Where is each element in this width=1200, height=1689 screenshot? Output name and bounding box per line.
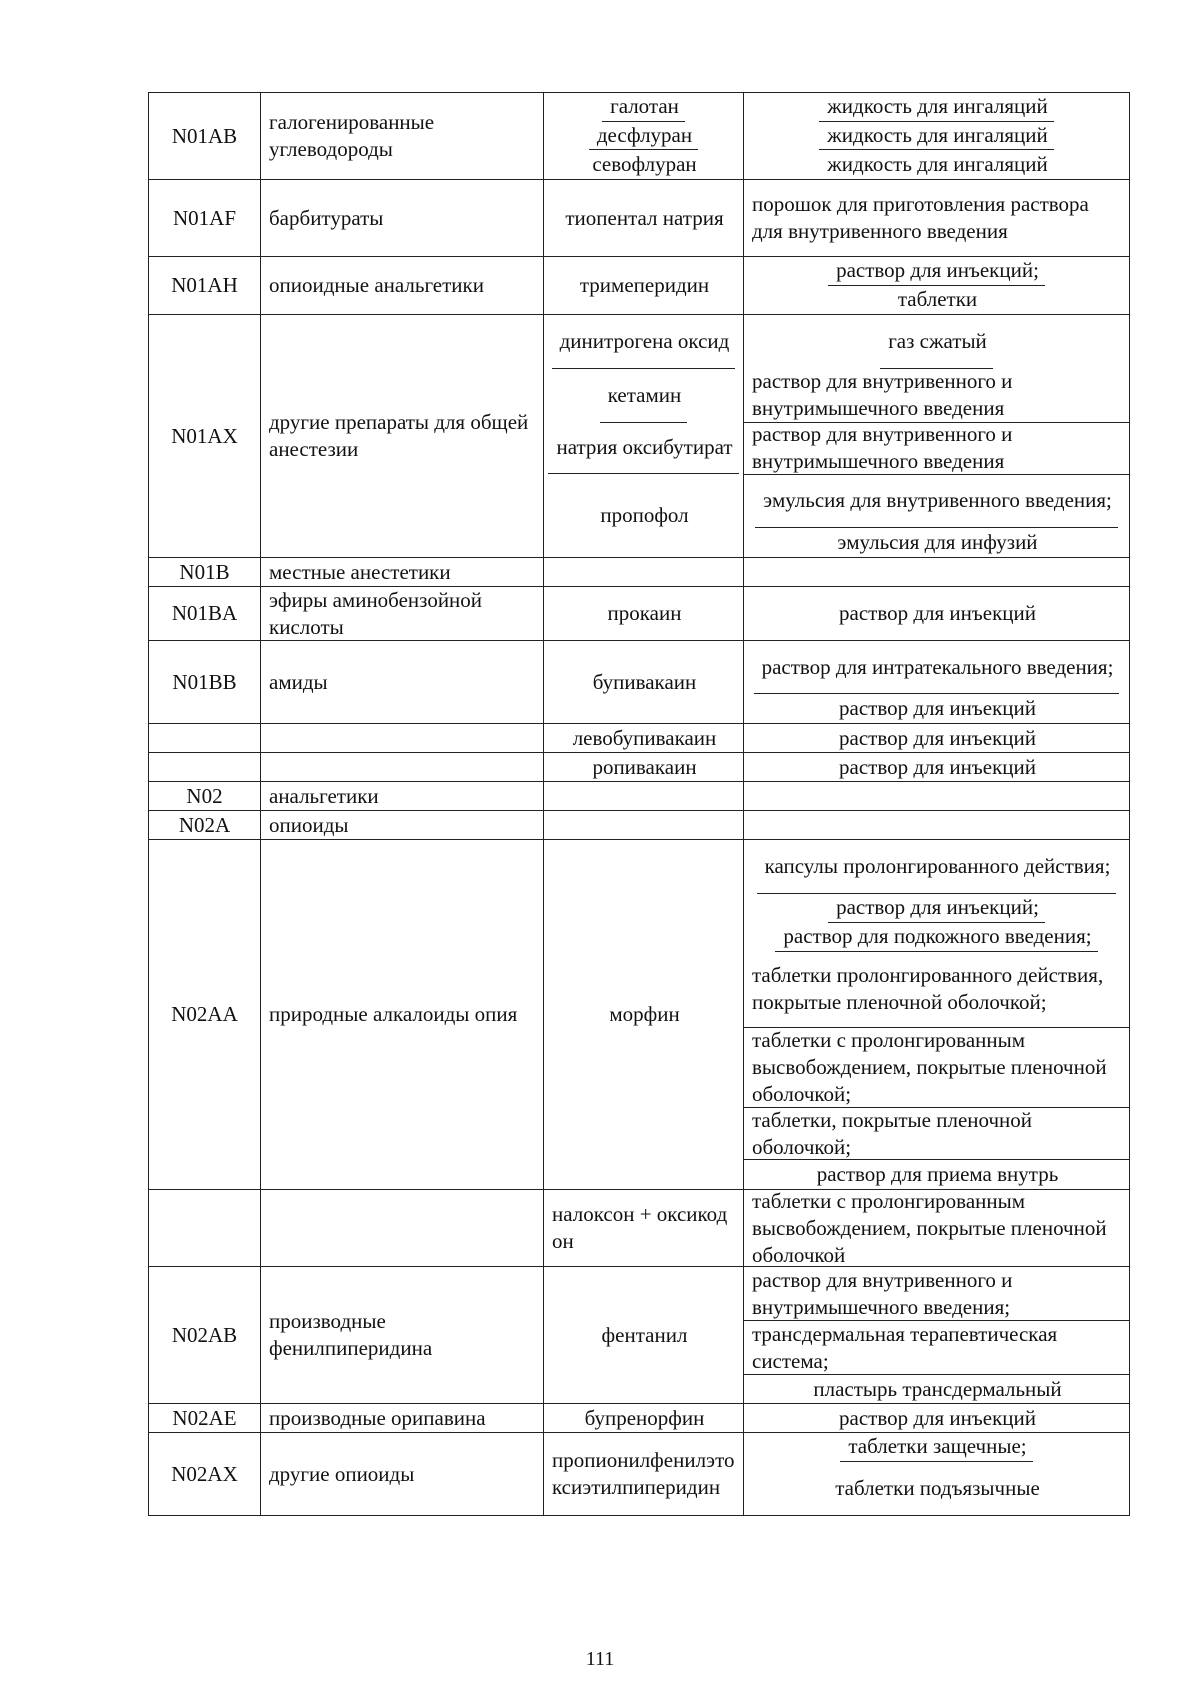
dosage-form: таблетки с пролонгированным высвобождением, покрытые пленочной оболочкой;	[744, 1028, 1129, 1108]
atc-group-cell: другие опиоиды	[261, 1433, 544, 1516]
dosage-form: раствор для подкожного введения;	[775, 923, 1097, 952]
dosage-form: газ сжатый	[880, 315, 993, 369]
dosage-form-column	[744, 840, 1130, 1190]
drug-name-column	[544, 180, 744, 257]
drug-name: галотан	[602, 93, 685, 122]
drug-name: тримеперидин	[579, 273, 710, 297]
dosage-form-column	[744, 257, 1130, 315]
atc-group-cell: эфиры аминобензойной кислоты	[261, 587, 544, 641]
drug-name-column	[544, 840, 744, 1190]
drug-name: севофлуран	[592, 152, 697, 177]
drug-name: тиопентал натрия	[565, 205, 724, 230]
dosage-form: эмульсия для инфузий	[837, 530, 1038, 555]
dosage-form-column	[744, 315, 1130, 558]
atc-group-cell: опиоиды	[261, 811, 544, 840]
dosage-form: таблетки, покрытые пленочной оболочкой;	[744, 1108, 1129, 1160]
atc-group-cell	[261, 753, 544, 782]
drug-name: пропионилфенилэтоксиэтилпиперидин	[552, 1448, 735, 1499]
dosage-form: пластырь трансдермальный	[813, 1376, 1062, 1401]
drug-name-column	[544, 1433, 744, 1516]
dosage-form: раствор для приема внутрь	[816, 1162, 1059, 1187]
dosage-form	[930, 811, 944, 839]
dosage-form: эмульсия для внутривенного введения;	[755, 475, 1118, 529]
drug-name-column	[544, 93, 744, 180]
drug-name	[637, 782, 651, 810]
dosage-form: раствор для внутривенного и внутримышечного введения;	[744, 1267, 1129, 1321]
atc-code-cell: N02	[149, 782, 261, 811]
medication-table	[148, 92, 1130, 1516]
drug-name-column	[544, 257, 744, 315]
dosage-form-column	[744, 782, 1130, 811]
dosage-form-column	[744, 641, 1130, 724]
atc-group-cell: другие препараты для общей анестезии	[261, 315, 544, 558]
drug-name-column	[544, 641, 744, 724]
atc-group-cell: анальгетики	[261, 782, 544, 811]
atc-group-cell: природные алкалоиды опия	[261, 840, 544, 1190]
dosage-form-column	[744, 1433, 1130, 1516]
drug-name-column	[544, 811, 744, 840]
drug-name: фентанил	[601, 1322, 688, 1347]
dosage-form-column	[744, 1190, 1130, 1267]
atc-code-cell: N02AX	[149, 1433, 261, 1516]
drug-name-column	[544, 724, 744, 753]
atc-code-cell: N02A	[149, 811, 261, 840]
atc-code-cell: N01B	[149, 558, 261, 587]
drug-name-column	[544, 315, 744, 558]
dosage-form: раствор для инъекций;	[828, 894, 1045, 923]
drug-name: бупренорфин	[584, 1405, 705, 1430]
drug-name-column	[544, 782, 744, 811]
dosage-form: раствор для внутривенного и внутримышечного введения	[744, 423, 1129, 475]
atc-group-cell	[261, 724, 544, 753]
drug-name-column	[544, 1190, 744, 1267]
drug-name: десфлуран	[589, 122, 698, 151]
dosage-form	[930, 558, 944, 586]
dosage-form: порошок для приготовления раствора для внутривенного введения	[752, 192, 1089, 243]
atc-group-cell: производные фенилпиперидина	[261, 1267, 544, 1404]
dosage-form-column	[744, 587, 1130, 641]
atc-code-cell	[149, 1190, 261, 1267]
drug-name: пропофол	[600, 503, 689, 528]
atc-group-cell: галогенированные углеводороды	[261, 93, 544, 180]
page-number: 111	[585, 1648, 615, 1670]
atc-group-cell	[261, 1190, 544, 1267]
dosage-form: таблетки с пролонгированным высвобождением, покрытые пленочной оболочкой	[752, 1190, 1107, 1267]
dosage-form: раствор для инъекций	[839, 754, 1036, 779]
atc-group-cell: амиды	[261, 641, 544, 724]
dosage-form: таблетки пролонгированного действия, покрытые пленочной оболочкой;	[744, 952, 1129, 1029]
drug-name	[637, 558, 651, 586]
atc-code-cell	[149, 753, 261, 782]
atc-code-cell: N01AB	[149, 93, 261, 180]
dosage-form-column	[744, 753, 1130, 782]
drug-name-column	[544, 587, 744, 641]
drug-name-column	[544, 753, 744, 782]
dosage-form	[930, 782, 944, 810]
atc-code-cell: N01BA	[149, 587, 261, 641]
atc-code-cell: N01AX	[149, 315, 261, 558]
dosage-form: таблетки	[897, 287, 978, 312]
dosage-form: раствор для инъекций	[839, 601, 1036, 625]
dosage-form: таблетки подъязычные	[835, 1475, 1040, 1500]
dosage-form: раствор для инъекций	[839, 725, 1036, 750]
atc-group-cell: местные анестетики	[261, 558, 544, 587]
dosage-form-column	[744, 724, 1130, 753]
drug-name: бупивакаин	[592, 669, 697, 694]
drug-name: левобупивакаин	[572, 725, 717, 750]
dosage-form: жидкость для ингаляций	[819, 93, 1053, 122]
dosage-form: трансдермальная терапевтическая система;	[744, 1321, 1129, 1375]
atc-code-cell: N02AE	[149, 1404, 261, 1433]
atc-group-cell: опиоидные анальгетики	[261, 257, 544, 315]
drug-name: динитрогена оксид	[552, 315, 736, 369]
dosage-form-column	[744, 1404, 1130, 1433]
atc-code-cell: N01BB	[149, 641, 261, 724]
atc-code-cell: N01AF	[149, 180, 261, 257]
drug-name-column	[544, 558, 744, 587]
atc-code-cell: N02AA	[149, 840, 261, 1190]
atc-code-cell	[149, 724, 261, 753]
drug-name: налоксон + оксикодон	[552, 1202, 728, 1253]
dosage-form-column	[744, 1267, 1130, 1404]
dosage-form-column	[744, 558, 1130, 587]
drug-name	[637, 811, 651, 839]
atc-code-cell: N01AH	[149, 257, 261, 315]
dosage-form: раствор для инъекций;	[828, 257, 1045, 286]
atc-group-cell: производные орипавина	[261, 1404, 544, 1433]
dosage-form: раствор для интратекального введения;	[754, 641, 1120, 694]
drug-name-column	[544, 1404, 744, 1433]
dosage-form: жидкость для ингаляций	[819, 122, 1053, 151]
drug-name: ропивакаин	[592, 754, 697, 779]
dosage-form: раствор для внутривенного и внутримышечного введения	[744, 369, 1129, 423]
drug-name: морфин	[609, 1002, 680, 1026]
dosage-form-column	[744, 811, 1130, 840]
drug-name-column	[544, 1267, 744, 1404]
dosage-form: таблетки защечные;	[840, 1433, 1032, 1462]
drug-name: кетамин	[600, 369, 688, 423]
dosage-form: раствор для инъекций	[839, 696, 1036, 721]
dosage-form: жидкость для ингаляций	[827, 152, 1048, 177]
atc-group-cell: барбитураты	[261, 180, 544, 257]
drug-name: прокаин	[607, 601, 682, 625]
dosage-form: раствор для инъекций	[839, 1405, 1036, 1430]
drug-name: натрия оксибутират	[548, 423, 738, 475]
dosage-form-column	[744, 93, 1130, 180]
dosage-form-column	[744, 180, 1130, 257]
atc-code-cell: N02AB	[149, 1267, 261, 1404]
dosage-form: капсулы пролонгированного действия;	[757, 840, 1117, 894]
